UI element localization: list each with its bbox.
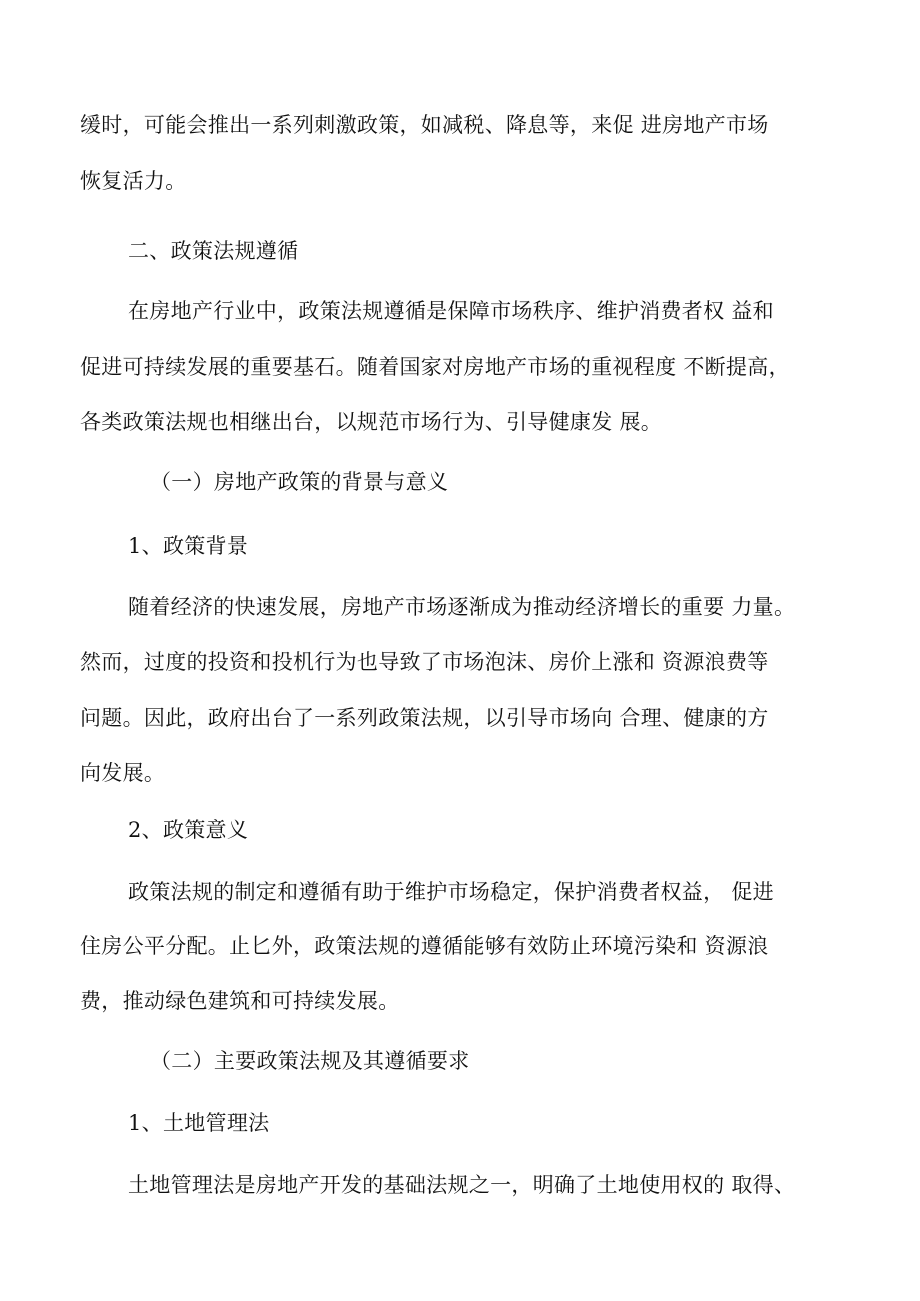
- paragraph-line: 恢复活力。: [80, 169, 187, 193]
- item-heading: 1、土地管理法: [128, 1111, 270, 1135]
- paragraph-line: 缓时，可能会推出一系列刺激政策，如减税、降息等，来促 进房地产市场: [80, 113, 769, 137]
- paragraph-line: 随着经济的快速发展，房地产市场逐渐成为推动经济增长的重要 力量。: [128, 595, 796, 619]
- item-heading: 2、政策意义: [128, 818, 249, 842]
- paragraph-line: 各类政策法规也相继出台，以规范市场行为、引导健康发 展。: [80, 410, 663, 434]
- paragraph-line: 问题。因此，政府出台了一系列政策法规，以引导市场向 合理、健康的方: [80, 706, 769, 730]
- item-heading: 1、政策背景: [128, 534, 249, 558]
- paragraph-line: 促进可持续发展的重要基石。随着国家对房地产市场的重视程度 不断提高，: [80, 355, 790, 379]
- paragraph-line: 政策法规的制定和遵循有助于维护市场稳定，保护消费者权益， 促进: [128, 880, 774, 904]
- subsection-heading: （一）房地产政策的背景与意义: [150, 470, 449, 494]
- section-heading: 二、政策法规遵循: [128, 239, 299, 263]
- paragraph-line: 然而，过度的投资和投机行为也导致了市场泡沫、房价上涨和 资源浪费等: [80, 650, 769, 674]
- paragraph-line: 在房地产行业中，政策法规遵循是保障市场秩序、维护消费者权 益和: [128, 299, 774, 323]
- paragraph-line: 土地管理法是房地产开发的基础法规之一，明确了土地使用权的 取得、: [128, 1173, 796, 1197]
- paragraph-line: 费，推动绿色建筑和可持续发展。: [80, 989, 400, 1013]
- paragraph-line: 向发展。: [80, 761, 166, 785]
- paragraph-line: 住房公平分配。止匕外，政策法规的遵循能够有效防止环境污染和 资源浪: [80, 934, 769, 958]
- subsection-heading: （二）主要政策法规及其遵循要求: [150, 1049, 470, 1073]
